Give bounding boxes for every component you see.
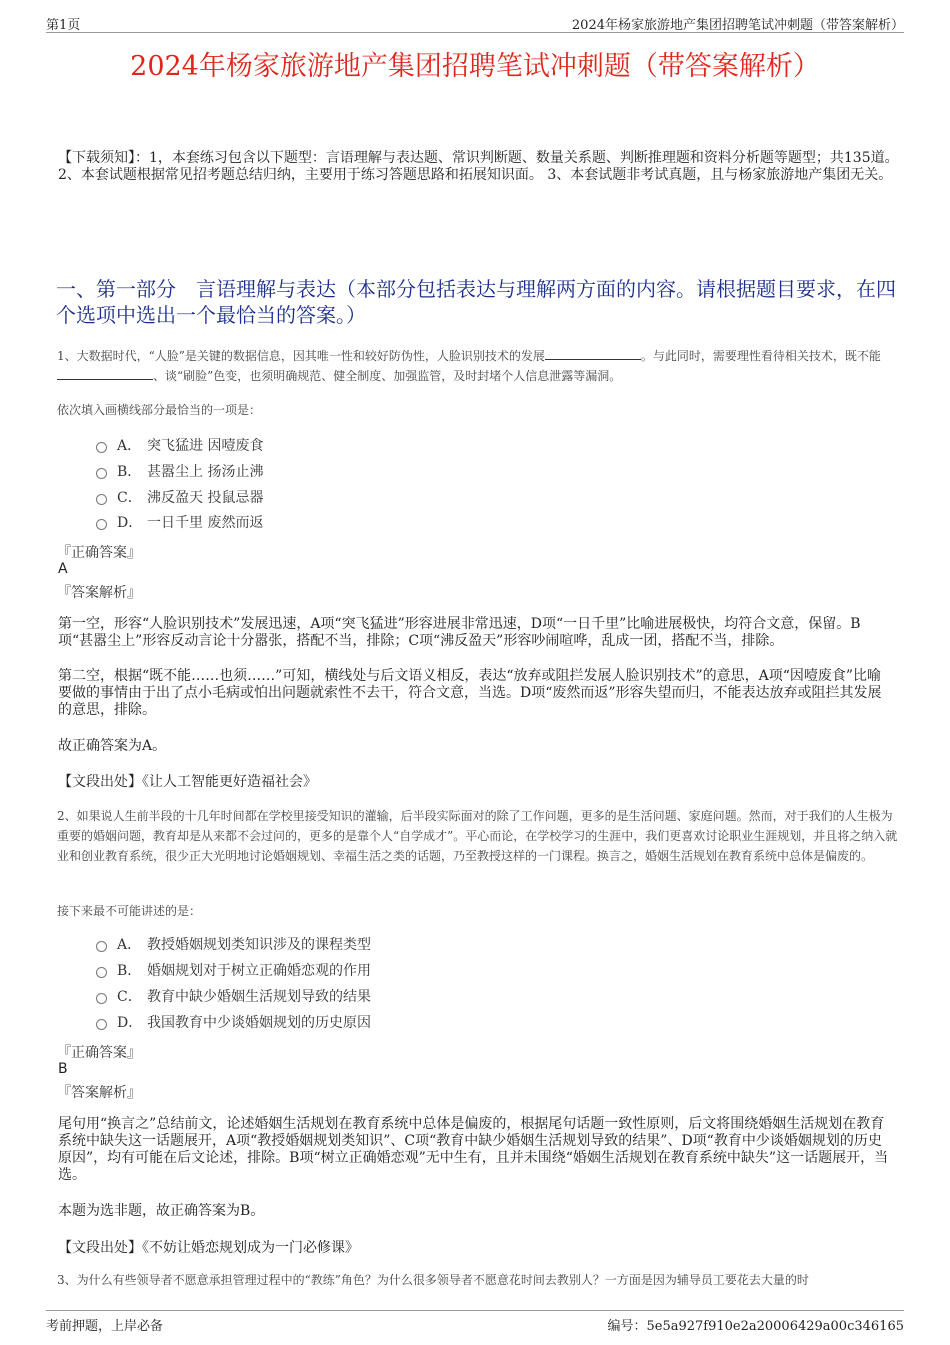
radio-icon[interactable] [96,941,107,952]
fill-blank-2 [57,369,153,380]
question-1-analysis-3: 故正确答案为A。 [58,738,167,754]
question-2-source: 【文段出处】《不妨让婚恋规划成为一门必修课》 [58,1240,359,1256]
radio-icon[interactable] [96,519,107,530]
footer-slogan: 考前押题，上岸必备 [46,1319,164,1334]
analysis-label: 『答案解析』 [57,585,141,601]
page-footer [46,1310,904,1334]
question-2-text: 2、如果说人生前半段的十几年时间都在学校里接受知识的灌输，后半段实际面对的除了工作问题，更多的是生活问题、家庭问题。然而，对于我们的人生极为重要的婚姻问题，教育却是从来都不会过问的，更多的是靠个人“自学成才”。平心而论，在学校学习的生涯中，我们更喜欢讨论职业生涯规划，并且将之纳入就业和创业教育系统，很少正大光明地讨论婚姻规划、幸福生活之类的话题，乃至教授这样的一门课程。换言之，婚姻生活规划在教育系统中总体是偏废的。 [57,809,898,863]
document-title: 2024年杨家旅游地产集团招聘笔试冲刺题（带答案解析） [130,51,820,82]
question-3-text: 3、为什么有些领导者不愿意承担管理过程中的“教练”角色？为什么很多领导者不愿意花时间去教别人？一方面是因为辅导员工要花去大量的时 [57,1273,809,1287]
question-1-text: 1、大数据时代，“人脸”是关键的数据信息，因其唯一性和较好防伪性，人脸识别技术的发展 。与此同时，需要理性看待相关技术，既不能、谈“刷脸”色变，也须明确规范、健全制度、加强监管，及时封堵个人信息泄露等漏洞。 [57,349,881,383]
page-number: 第1页 [46,18,81,33]
question-1-option-c[interactable]: C． 沸反盈天 投鼠忌器 [96,488,263,508]
analysis-label: 『答案解析』 [57,1085,141,1101]
question-2-analysis-2: 本题为选非题，故正确答案为B。 [58,1203,265,1219]
question-2-option-b[interactable]: B． 婚姻规划对于树立正确婚恋观的作用 [96,961,371,981]
question-2-option-c[interactable]: C． 教育中缺少婚姻生活规划导致的结果 [96,987,371,1007]
question-1-source: 【文段出处】《让人工智能更好造福社会》 [58,774,317,790]
radio-icon[interactable] [96,494,107,505]
footer-serial: 编号：5e5a927f910e2a20006429a00c346165 [607,1319,904,1334]
radio-icon[interactable] [96,442,107,453]
fill-blank-1 [545,349,641,360]
question-2-option-a[interactable]: A． 教授婚姻规划类知识涉及的课程类型 [96,935,371,955]
question-1-analysis-2: 第二空，根据“既不能……也须……”可知，横线处与后文语义相反，表达“放弃或阻拦发展人脸识别技术”的意思，A项“因噎废食”比喻要做的事情由于出了点小毛病或怕出问题就索性不去干，符合文意，当选。D项“废然而返”形容失望而归，不能表达放弃或阻拦其发展的意思，排除。 [58,668,882,718]
download-notice: 【下载须知】：1，本套练习包含以下题型：言语理解与表达题、常识判断题、数量关系题、判断推理题和资料分析题等题型；共135道。 2、本套试题根据常见招考题总结归纳，主要用于练习答题思路和拓展知识面。 3、本套试题非考试真题，且与杨家旅游地产集团无关。 [58,150,899,183]
question-1-option-b[interactable]: B． 甚嚣尘上 扬汤止沸 [96,462,263,482]
section-title: 一、第一部分 言语理解与表达（本部分包括表达与理解两方面的内容。请根据题目要求，在四个选项中选出一个最恰当的答案。） [56,277,896,327]
page-header [46,14,904,33]
question-1-prompt: 依次填入画横线部分最恰当的一项是： [57,403,262,417]
radio-icon[interactable] [96,967,107,978]
question-2-answer: B [58,1061,68,1077]
question-1-option-d[interactable]: D． 一日千里 废然而返 [96,513,263,533]
question-1-option-a[interactable]: A． 突飞猛进 因噎废食 [96,436,263,456]
radio-icon[interactable] [96,468,107,479]
correct-answer-label: 『正确答案』 [57,545,141,561]
correct-answer-label: 『正确答案』 [57,1045,141,1061]
question-1-answer: A [58,561,68,577]
question-2-prompt: 接下来最不可能讲述的是： [57,904,202,918]
header-doc-title: 2024年杨家旅游地产集团招聘笔试冲刺题（带答案解析） [571,18,904,33]
radio-icon[interactable] [96,993,107,1004]
question-2-analysis-1: 尾句用“换言之”总结前文，论述婚姻生活规划在教育系统中总体是偏废的，根据尾句话题一致性原则，后文将围绕婚姻生活规划在教育系统中缺失这一话题展开，A项“教授婚姻规划类知识”、C项“教育中缺少婚姻生活规划导致的结果”、D项“教育中少谈婚姻规划的历史原因”，均有可能在后文论述，排除。B项“树立正确婚恋观”无中生有，且并未围绕“婚姻生活规划在教育系统中缺失”这一话题展开，当选。 [58,1116,889,1183]
question-2-option-d[interactable]: D． 我国教育中少谈婚姻规划的历史原因 [96,1013,371,1033]
question-1-analysis-1: 第一空，形容“人脸识别技术”发展迅速，A项“突飞猛进”形容进展非常迅速，D项“一日千里”比喻进展极快，均符合文意，保留。B项“甚嚣尘上”形容反动言论十分嚣张，搭配不当，排除；C项“沸反盈天”形容吵闹喧哗，乱成一团，搭配不当，排除。 [58,616,861,649]
radio-icon[interactable] [96,1019,107,1030]
